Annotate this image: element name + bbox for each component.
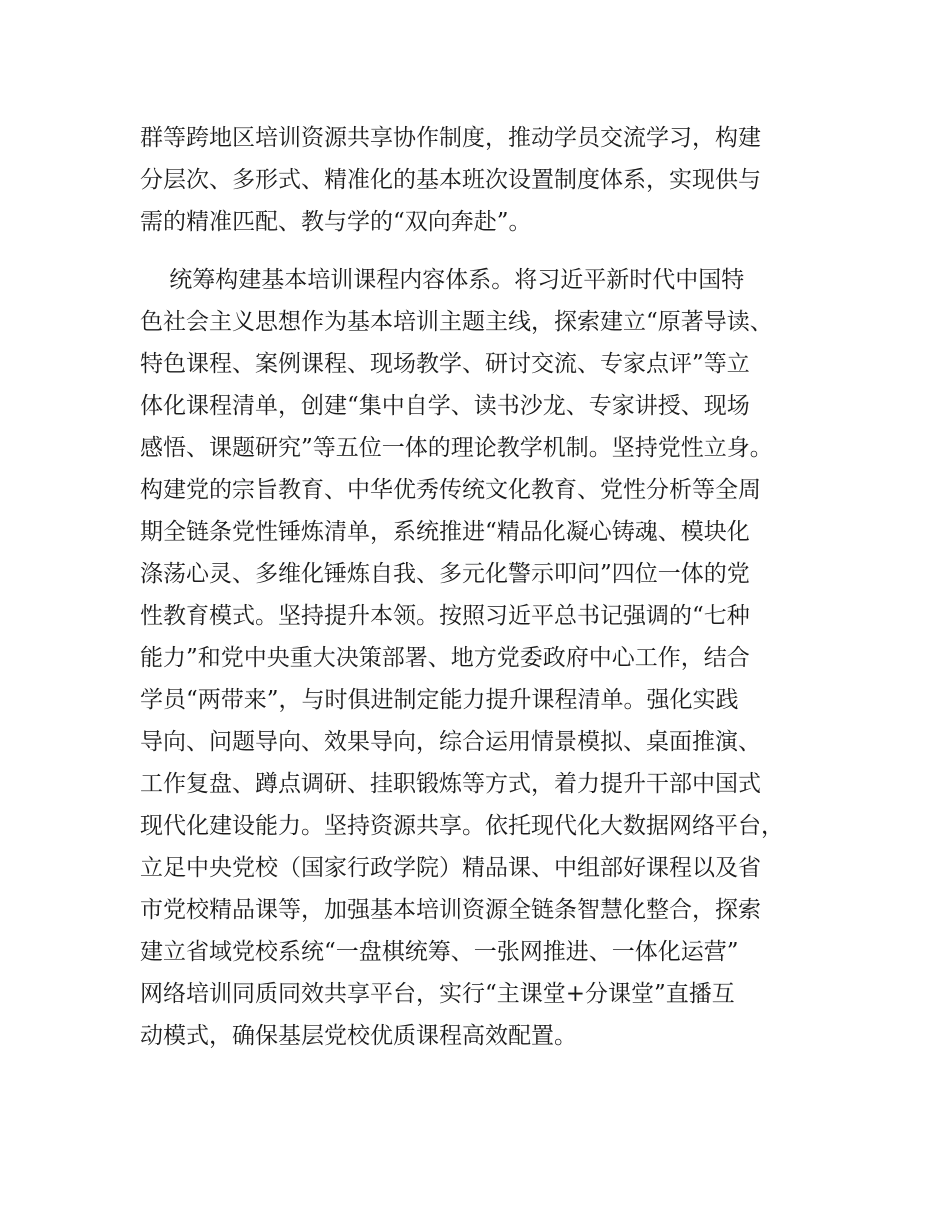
document-body [140,117,830,1057]
text-line: 动模式，确保基层党校优质课程高效配置。 [140,1023,577,1049]
text-line: 导向、问题导向、效果导向，综合运用情景模拟、桌面推演、 [140,729,761,755]
text-line: 期全链条党性锤炼清单，系统推进“精品化凝心铸魂、模块化 [140,519,750,545]
text-line: 工作复盘、蹲点调研、挂职锻炼等方式，着力提升干部中国式 [140,771,761,797]
text-line: 能力”和党中央重大决策部署、地方党委政府中心工作，结合 [140,645,750,671]
text-line: 体化课程清单，创建“集中自学、读书沙龙、专家讲授、现场 [140,393,750,419]
text-line: 特色课程、案例课程、现场教学、研讨交流、专家点评”等立 [140,351,750,377]
text-line: 性教育模式。坚持提升本领。按照习近平总书记强调的“七种 [140,603,750,629]
text-line: 分层次、多形式、精准化的基本班次设置制度体系，实现供与 [140,167,761,193]
text-line: 建立省域党校系统“一盘棋统筹、一张网推进、一体化运营” [140,939,739,965]
text-line: 现代化建设能力。坚持资源共享。依托现代化大数据网络平台， [140,813,784,839]
text-line: 构建党的宗旨教育、中华优秀传统文化教育、党性分析等全周 [140,477,761,503]
text-line: 统筹构建基本培训课程内容体系。将习近平新时代中国特 [140,267,745,293]
text-line: 涤荡心灵、多维化锤炼自我、多元化警示叩问”四位一体的党 [140,561,750,587]
text-line: 需的精准匹配、教与学的“双向奔赴”。 [140,209,532,235]
text-line: 色社会主义思想作为基本培训主题主线，探索建立“原著导读、 [140,309,773,335]
text-line: 网络培训同质同效共享平台，实行“主课堂+分课堂”直播互 [140,981,735,1007]
text-line: 群等跨地区培训资源共享协作制度，推动学员交流学习，构建 [140,125,761,151]
text-line: 立足中央党校（国家行政学院）精品课、中组部好课程以及省 [140,855,761,881]
text-line: 市党校精品课等，加强基本培训资源全链条智慧化整合，探索 [140,897,761,923]
text-line: 学员“两带来”，与时俱进制定能力提升课程清单。强化实践 [140,687,739,713]
paragraph-2 [140,259,830,1057]
text-line: 感悟、课题研究”等五位一体的理论教学机制。坚持党性立身。 [140,435,773,461]
paragraph-1 [140,117,830,243]
